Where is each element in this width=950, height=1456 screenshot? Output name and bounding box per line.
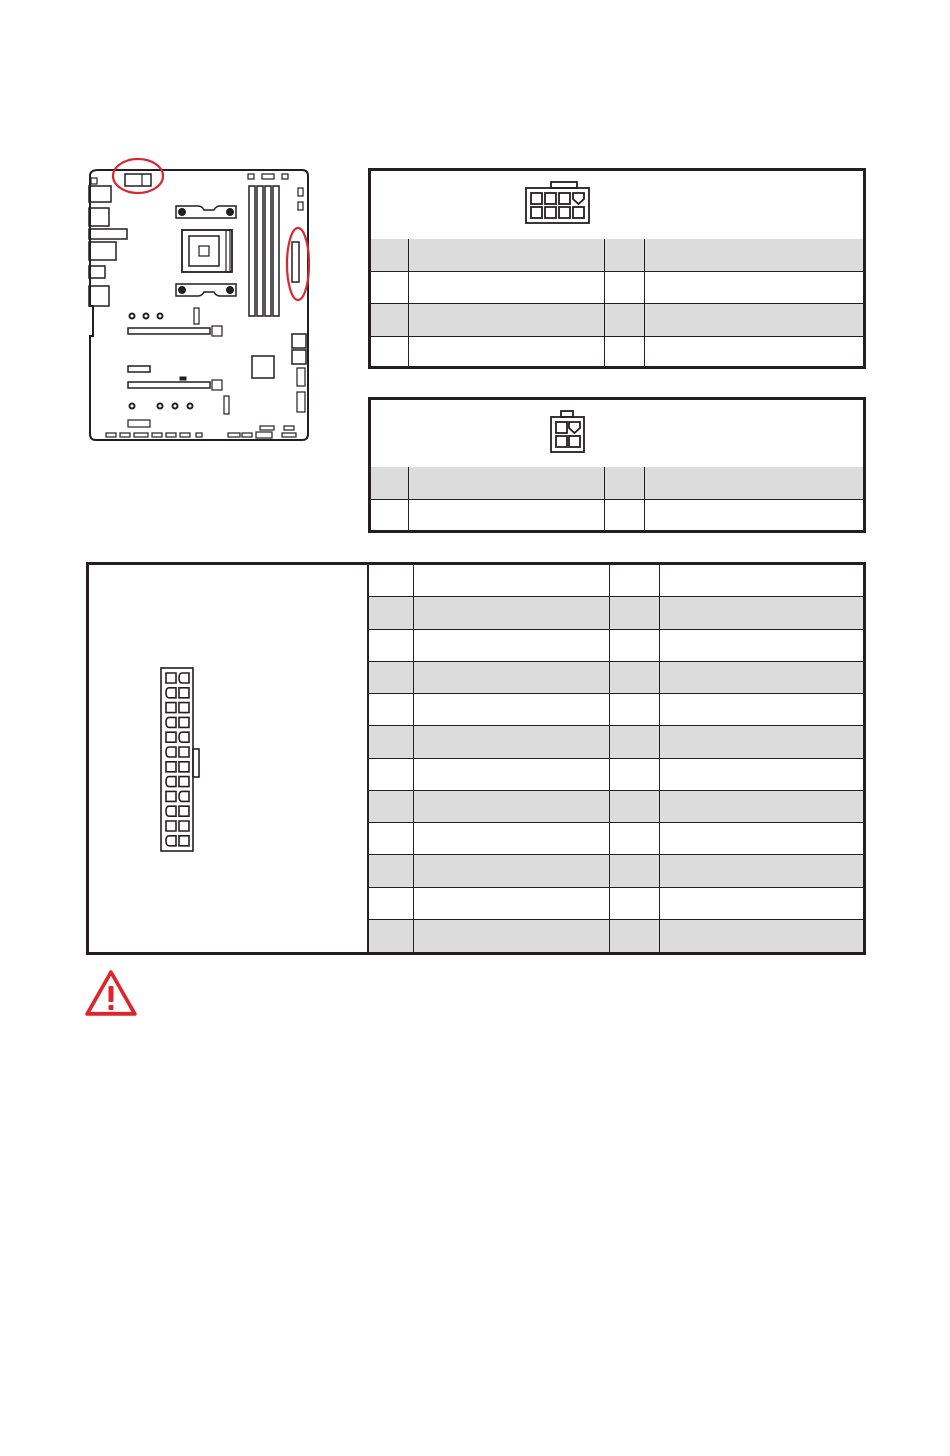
pin-number	[605, 467, 645, 499]
connector-panel	[89, 565, 369, 952]
pin-number	[369, 920, 414, 952]
atx-24pin-pin-table	[86, 562, 866, 955]
table-row	[371, 304, 863, 337]
table-row	[369, 694, 863, 726]
pin-number	[610, 920, 660, 952]
pin-cell	[179, 777, 189, 787]
pin-cell	[179, 747, 189, 757]
table-row	[369, 759, 863, 791]
pin-cell	[179, 688, 189, 698]
signal-name	[645, 337, 863, 370]
pin-number	[369, 823, 414, 854]
signal-name	[660, 662, 863, 693]
table-row	[369, 630, 863, 662]
signal-name	[660, 855, 863, 886]
signal-name	[414, 823, 610, 854]
signal-name	[409, 500, 605, 533]
warning-icon	[84, 968, 138, 1018]
pin-number	[371, 337, 409, 370]
pin-cell	[179, 806, 189, 816]
pin-number	[610, 694, 660, 725]
pin-number	[369, 662, 414, 693]
pin-number	[610, 630, 660, 661]
table-row	[371, 337, 863, 370]
signal-name	[645, 304, 863, 336]
pin-number	[605, 272, 645, 304]
signal-name	[409, 337, 605, 370]
signal-name	[409, 467, 605, 499]
signal-name	[409, 239, 605, 271]
cpu-power-highlight	[113, 159, 163, 193]
signal-name	[645, 467, 863, 499]
table-row	[369, 888, 863, 920]
pin-cell	[179, 703, 189, 713]
signal-name	[645, 272, 863, 304]
pin-cell	[166, 732, 176, 742]
pin-number	[371, 467, 409, 499]
signal-name	[414, 694, 610, 725]
table-row	[369, 920, 863, 952]
pin-cell	[179, 673, 189, 683]
signal-name	[660, 630, 863, 661]
pin-cell	[179, 732, 189, 742]
signal-name	[660, 759, 863, 790]
pin-cell	[179, 791, 189, 801]
table-row	[371, 500, 863, 533]
pin-cell	[166, 821, 176, 831]
pin-number	[369, 630, 414, 661]
pin-number	[371, 304, 409, 336]
pin-cell	[166, 747, 176, 757]
pin-number	[610, 597, 660, 628]
pin-number	[369, 791, 414, 822]
signal-name	[414, 597, 610, 628]
signal-name	[660, 565, 863, 596]
pin-cell	[166, 836, 176, 846]
signal-name	[660, 791, 863, 822]
signal-name	[660, 597, 863, 628]
pin-cell	[166, 717, 176, 727]
pin-number	[610, 823, 660, 854]
pin-cell	[179, 836, 189, 846]
pin-number	[369, 694, 414, 725]
table-body	[371, 467, 863, 530]
atx-power-highlight	[287, 228, 309, 300]
table-row	[369, 565, 863, 597]
pin-number	[371, 239, 409, 271]
pin-number	[610, 888, 660, 919]
table-row	[369, 823, 863, 855]
pin-cell	[166, 762, 176, 772]
pin-cell	[166, 791, 176, 801]
pin-number	[369, 597, 414, 628]
pin-cell	[166, 673, 176, 683]
signal-name	[660, 920, 863, 952]
signal-name	[409, 272, 605, 304]
24-pin-connector-icon	[157, 665, 207, 855]
pin-number	[610, 791, 660, 822]
signal-name	[414, 855, 610, 886]
table-row	[369, 597, 863, 629]
pin-number	[610, 662, 660, 693]
pin-number	[605, 500, 645, 533]
pin-number	[605, 239, 645, 271]
signal-name	[660, 726, 863, 757]
signal-name	[414, 565, 610, 596]
signal-name	[409, 304, 605, 336]
table-row	[369, 662, 863, 694]
pin-number	[610, 565, 660, 596]
pin-number	[369, 759, 414, 790]
pin-cell	[179, 762, 189, 772]
pin-number	[371, 500, 409, 533]
pin-cell	[166, 777, 176, 787]
signal-name	[660, 694, 863, 725]
pin-number	[371, 272, 409, 304]
pin-number	[369, 888, 414, 919]
pin-cell	[166, 806, 176, 816]
table-row	[369, 726, 863, 758]
pin-cell	[179, 717, 189, 727]
signal-name	[414, 662, 610, 693]
table-row	[369, 791, 863, 823]
signal-name	[414, 630, 610, 661]
table-row	[371, 239, 863, 272]
pin-cell	[166, 688, 176, 698]
pin-number	[610, 855, 660, 886]
4-pin-connector-icon	[548, 410, 586, 454]
signal-name	[645, 500, 863, 533]
signal-name	[414, 920, 610, 952]
signal-name	[414, 888, 610, 919]
signal-name	[414, 759, 610, 790]
signal-name	[645, 239, 863, 271]
signal-name	[660, 823, 863, 854]
pin-cell	[179, 821, 189, 831]
pin-number	[605, 337, 645, 370]
table-header	[371, 400, 863, 469]
signal-name	[414, 726, 610, 757]
pin-number	[610, 726, 660, 757]
cpu-8pin-pin-table	[368, 168, 866, 369]
cpu-4pin-pin-table	[368, 397, 866, 533]
motherboard-diagram	[76, 156, 316, 446]
signal-name	[660, 888, 863, 919]
table-row	[371, 467, 863, 500]
table-header	[371, 171, 863, 241]
pin-number	[610, 759, 660, 790]
pin-number	[369, 565, 414, 596]
table-body	[371, 239, 863, 366]
table-row	[371, 272, 863, 305]
8-pin-connector-icon	[523, 181, 591, 225]
table-body	[369, 565, 863, 952]
signal-name	[414, 791, 610, 822]
pin-number	[369, 726, 414, 757]
pin-number	[369, 855, 414, 886]
pin-number	[605, 304, 645, 336]
table-row	[369, 855, 863, 887]
pin-cell	[166, 703, 176, 713]
